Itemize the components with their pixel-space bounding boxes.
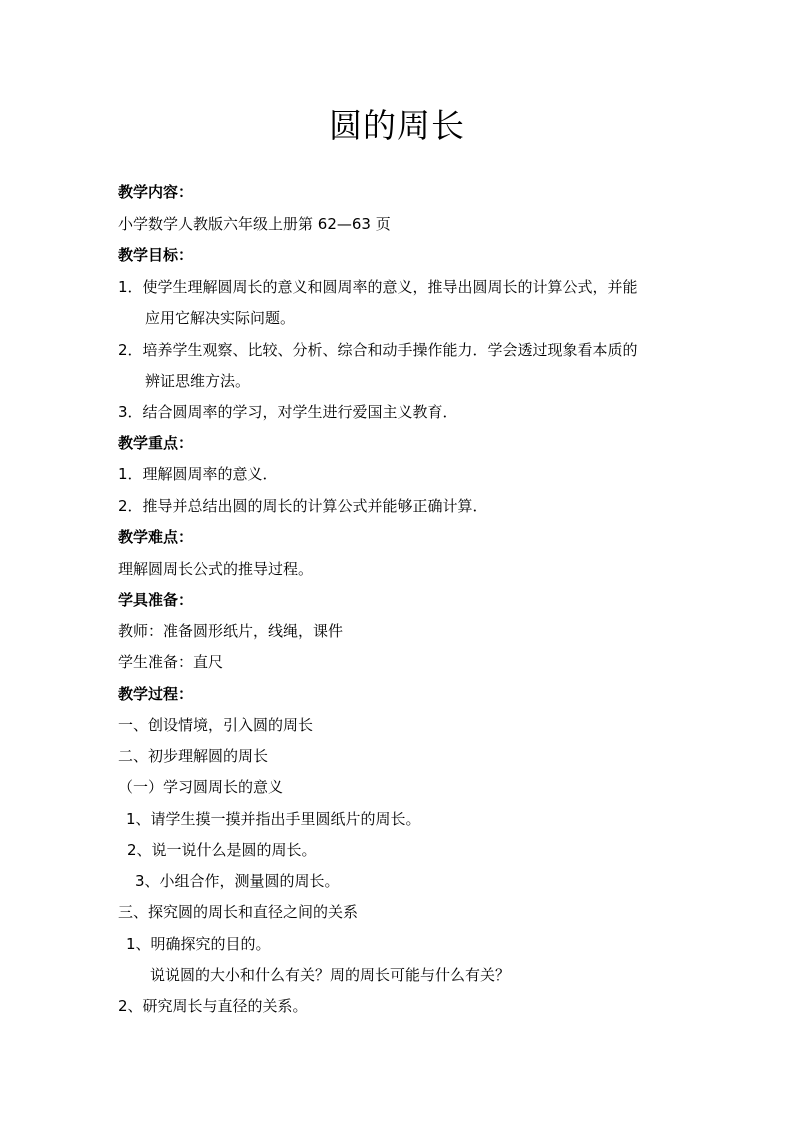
process-step-2: 二、初步理解圆的周长 bbox=[118, 747, 269, 765]
process-substep-1: （一）学习圆周长的意义 bbox=[118, 778, 284, 796]
process-item-5: 2、研究周长与直径的关系。 bbox=[118, 997, 308, 1015]
heading-difficulties: 教学难点： bbox=[118, 528, 194, 546]
heading-process: 教学过程： bbox=[118, 685, 194, 703]
heading-content: 教学内容： bbox=[118, 183, 194, 201]
objective-2-line-1: 2．培养学生观察、比较、分析、综合和动手操作能力．学会透过现象看本质的 bbox=[118, 341, 638, 359]
process-step-1: 一、创设情境，引入圆的周长 bbox=[118, 716, 314, 734]
objective-1-line-1: 1．使学生理解圆周长的意义和圆周率的意义，推导出圆周长的计算公式，并能 bbox=[118, 278, 638, 296]
key-point-2: 2．推导并总结出圆的周长的计算公式并能够正确计算． bbox=[118, 497, 488, 515]
materials-teacher: 教师：准备圆形纸片，线绳，课件 bbox=[118, 622, 344, 640]
process-step-3: 三、探究圆的周长和直径之间的关系 bbox=[118, 903, 359, 921]
process-item-4: 1、明确探究的目的。 bbox=[126, 935, 271, 953]
objective-1-line-2: 应用它解决实际问题。 bbox=[145, 309, 296, 327]
process-item-2: 2、说一说什么是圆的周长。 bbox=[127, 841, 317, 859]
heading-key-points: 教学重点： bbox=[118, 434, 194, 452]
process-question: 说说圆的大小和什么有关？周的周长可能与什么有关？ bbox=[150, 966, 511, 984]
heading-objectives: 教学目标： bbox=[118, 246, 194, 264]
objective-2-line-2: 辨证思维方法。 bbox=[145, 372, 251, 390]
content-text: 小学数学人教版六年级上册第 62—63 页 bbox=[118, 215, 391, 233]
process-item-1: 1、请学生摸一摸并指出手里圆纸片的周长。 bbox=[126, 810, 421, 828]
objective-3: 3．结合圆周率的学习，对学生进行爱国主义教育． bbox=[118, 403, 458, 421]
process-item-3: 3、小组合作，测量圆的周长。 bbox=[135, 872, 340, 890]
materials-student: 学生准备：直尺 bbox=[118, 653, 224, 671]
difficulty-text: 理解圆周长公式的推导过程。 bbox=[118, 560, 314, 578]
page-title: 圆的周长 bbox=[329, 106, 465, 145]
key-point-1: 1．理解圆周率的意义． bbox=[118, 465, 278, 483]
heading-materials: 学具准备： bbox=[118, 591, 194, 609]
